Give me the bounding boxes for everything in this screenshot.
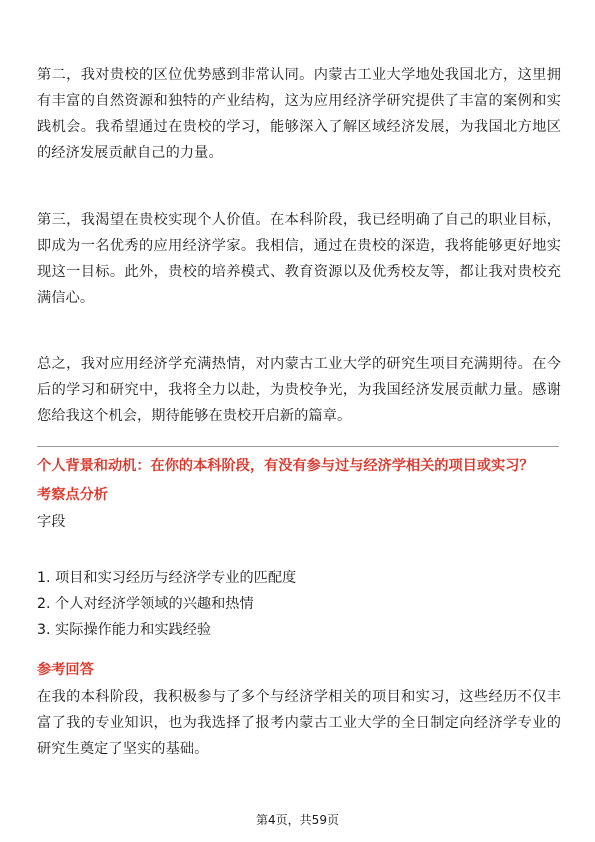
analysis-label: 字段 xyxy=(37,514,66,530)
paragraph-conclusion: 总之，我对应用经济学充满热情，对内蒙古工业大学的研究生项目充满期待。在今后的学习和研究中，我将全力以赴，为贵校争光，为我国经济发展贡献力量。感谢您给我这个机会，期待能够在贵校开启新的篇章。 xyxy=(37,356,561,424)
section-divider xyxy=(37,446,559,447)
question-heading: 个人背景和动机：在你的本科阶段，有没有参与过与经济学相关的项目或实习？ xyxy=(37,458,534,474)
paragraph-third-point: 第三，我渴望在贵校实现个人价值。在本科阶段，我已经明确了自己的职业目标，即成为一名优秀的应用经济学家。我相信，通过在贵校的深造，我将能够更好地实现这一目标。此外，贵校的培养模式、教育资源以及优秀校友等，都让我对贵校充满信心。 xyxy=(37,212,561,306)
analysis-heading: 考察点分析 xyxy=(37,487,108,503)
answer-heading: 参考回答 xyxy=(37,662,94,678)
paragraph-second-point: 第二，我对贵校的区位优势感到非常认同。内蒙古工业大学地处我国北方，这里拥有丰富的自然资源和独特的产业结构，这为应用经济学研究提供了丰富的案例和实践机会。我希望通过在贵校的学习，能够深入了解区域经济发展，为我国北方地区的经济发展贡献自己的力量。 xyxy=(37,67,561,161)
analysis-list xyxy=(37,567,296,645)
list-item: 3. 实际操作能力和实践经验 xyxy=(37,622,212,638)
page-number-footer: 第4页，共59页 xyxy=(256,813,339,827)
list-item: 2. 个人对经济学领域的兴趣和热情 xyxy=(37,596,254,612)
list-item: 1. 项目和实习经历与经济学专业的匹配度 xyxy=(37,570,297,586)
answer-body: 在我的本科阶段，我积极参与了多个与经济学相关的项目和实习，这些经历不仅丰富了我的专业知识，也为我选择了报考内蒙古工业大学的全日制定向经济学专业的研究生奠定了坚实的基础。 xyxy=(37,689,561,757)
